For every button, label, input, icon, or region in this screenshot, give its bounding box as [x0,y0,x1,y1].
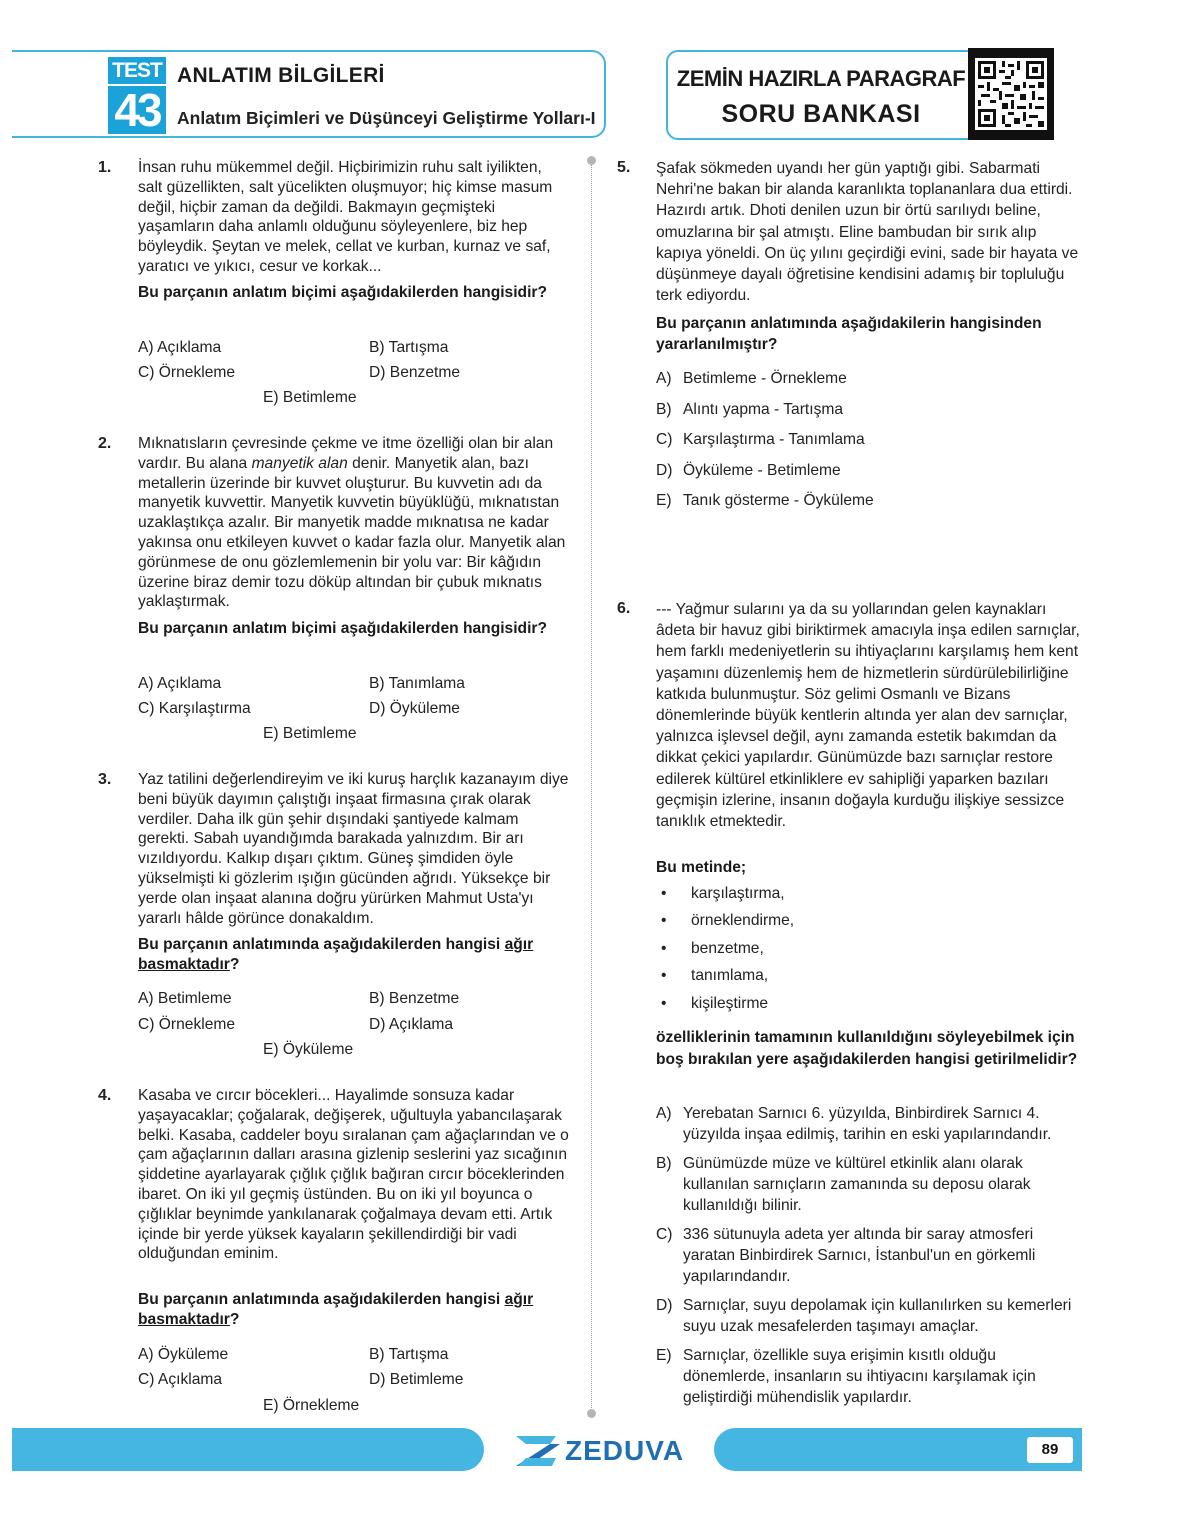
question-5-option-d[interactable] [656,460,1082,481]
question-3-option-e[interactable]: E) Öyküleme [263,1041,354,1058]
question-6-option-b[interactable] [656,1153,1082,1216]
question-6-stem-wrap [656,1027,1082,1070]
option-letter: D) [656,461,673,479]
question-1-option-c[interactable]: C) Örnekleme [138,364,236,381]
bullet-icon: • [661,912,667,929]
question-5-stem: Bu parçanın anlatımında aşağıdakilerin hangisinden yararlanılmıştır? [656,315,1042,353]
question-6-intro-wrap [656,858,1082,878]
question-4-stem-wrap [138,1290,570,1330]
qr-code-icon[interactable] [968,48,1054,140]
question-1-text: İnsan ruhu mükemmel değil. Hiçbirimizin ruhu salt iyilikten, salt güzellikten, salt yücelikten oluşmuyor; hiç kimse masum değil, hiçbir zaman da değildi. Bakmayın geçmişteki yaşamların daha anlamlı olduğunu söyleyenlere, biz hep böyleydik. Şeytan ve melek, cellat ve kurban, kurnaz ve saf, yaratıcı ve yıkıcı, cesur ve korkak... [138,159,553,275]
question-6-text: --- Yağmur sularını ya da su yollarından gelen kaynakları âdeta bir havuz gibi biriktirmek amacıyla inşa edilen sarnıçlar, hem farklı medeniyetlerin su ihtiyaçlarını karşılamış hem kent yaşamını düzenlemiş hem de hizmetlerin sürdürülebilirliğine katkıda bulunmuştur. Söz gelimi Osmanlı ve Bizans dönemlerinde büyük kentlerin altında yer alan dev sarnıçlar, yalnızca işlevsel değil, aynı zamanda estetik bakımdan da dikkat çekici yapılardır. Günümüzde bazı sarnıçlar restore edilerek kültürel etkinliklere ev sahipliği yaparken bazıları geçmişin izlerine, insanın doğayla kurduğu ilişkiye sessizce tanıklık etmektedir. [656,601,1080,831]
option-letter: D) [656,1297,673,1314]
question-4-option-e[interactable]: E) Örnekleme [263,1397,360,1414]
question-4-text: Kasaba ve cırcır böcekleri... Hayalimde sonsuza kadar yaşayacaklar; çoğalarak, değişerek, uğultuyla yabancılaşarak belki. Kasaba, caddeler boyu sıralanan çam ağaçlarından ve o çam ağaçlarının dalları arasına gizlenip seslerini yaz sıcağının şiddetine ayarlayarak çığlık çığlık bağıran cırcır böceklerinden ibaret. On iki yıl geçmiş üstünden. Bu on iki yıl boyunca o çığlıklar beynimde yankılanarak çoğalmaya devam etti. Artık içinde bir yerde yüksek kayaların şekillendirdiği bir vadi olduğundan eminim. [138,1087,569,1263]
test-label: TEST [108,57,166,84]
question-2 [138,434,570,612]
question-3 [138,770,570,928]
option-letter: A) [656,1105,672,1122]
question-4-stem-end: ? [229,1311,240,1328]
question-6-option-e[interactable] [656,1345,1082,1408]
question-1-stem-wrap [138,283,570,303]
bullet-icon: • [661,885,667,902]
question-4-stem [138,1290,570,1330]
question-5-option-c[interactable] [656,429,1082,450]
bullet-text: benzetme, [691,940,764,957]
question-3-stem-emphasis-2: basmaktadır [138,956,230,973]
bullet-icon: • [661,967,667,984]
question-3-text: Yaz tatilini değerlendireyim ve iki kuruş harçlık kazanayım diye beni büyük dayımın çalıştığı inşaat firmasına çırak olarak verdiler. Daha ilk gün şehir dışındaki şantiyede kalmam gerekti. Sabah uyandığımda barakada yalnızdım. Bir arı vızıldıyordu. Kalkıp dışarı çıktım. Güneş şimdiden öyle yükselmişti ki gözlerim ışığın gücünden ağrıdı. Yüksekçe bir yerde olan inşaat alanına doğru yürürken Mahmut Usta'yı yararlı hâlde görünce donakaldım. [138,771,569,927]
question-6-option-a[interactable] [656,1103,1082,1145]
question-2-number: 2. [98,435,112,452]
question-5-text: Şafak sökmeden uyandı her gün yaptığı gibi. Sabarmati Nehri'ne bakan bir alanda karanlıkta toplananlara dua ettirdi. Hazırdı artık. Dhoti denilen uzun bir örtü sarılıydı beline, omuzlarına bir şal atmıştı. Eline bambudan bir sırık alıp kapıya yöneldi. On üç yılını geçirdiği evini, sade bir hayata ve düşünmeye dayalı öğretisine kendisini adamış bir topluluğu terk ediyordu. [656,160,1079,305]
option-letter: C) [656,1226,673,1243]
question-2-term: manyetik alan [251,454,348,472]
option-text: Alıntı yapma - Tartışma [683,400,844,418]
question-2-option-d[interactable]: D) Öyküleme [369,700,460,717]
question-3-option-b[interactable]: B) Benzetme [369,990,460,1007]
question-5-option-e[interactable] [656,490,1082,511]
question-2-stem-wrap [138,619,570,639]
footer-bar-left [12,1428,484,1471]
question-2-text [138,434,570,612]
page-title: ANLATIM BİLGİLERİ [177,64,385,87]
brand-subtitle: SORU BANKASI [721,100,921,128]
question-2-option-a[interactable]: A) Açıklama [138,675,222,692]
option-letter: C) [656,431,673,448]
question-2-option-c[interactable]: C) Karşılaştırma [138,700,251,717]
question-6-bullet-4 [661,967,769,985]
test-badge [108,57,166,136]
bullet-icon: • [661,995,667,1012]
page-subtitle: Anlatım Biçimleri ve Düşünceyi Geliştirme Yolları-I [177,108,596,128]
question-6-intro: Bu metinde; [656,859,747,876]
question-6-bullet-5 [661,995,769,1013]
question-3-number: 3. [98,771,112,788]
bullet-text: örneklendirme, [691,912,795,929]
option-letter: E) [656,492,672,509]
bullet-text: tanımlama, [691,967,769,984]
question-4-number: 4. [98,1087,112,1104]
option-letter: B) [656,400,672,418]
question-6-option-c[interactable] [656,1224,1082,1287]
option-text: Betimleme - Örnekleme [683,370,847,387]
question-5-option-b[interactable] [656,399,1082,420]
option-text: Sarnıçlar, suyu depolamak için kullanılırken su kemerleri suyu uzak mesafelerden taşımayı amaçlar. [683,1297,1072,1335]
question-2-text-part2: denir. Manyetik alan, bazı metallerin üzerinde bir kuvvet oluşturur. Bu kuvvetin adı da manyetik kuvvettir. Manyetik kuvvetin büyüklüğü, mıknatıstan uzaklaştıkça azalır. Bir manyetik madde mıknatısa ne kadar yakınsa onu etkileyen kuvvet o kadar fazla olur. Manyetik alan görünmese de onu gözlemlemenin bir yolu var: Bir kâğıdın üzerine biraz demir tozu döküp altından bir çubuk mıknatıs yaklaştırmak. [138,454,566,611]
question-6-options [656,1103,1082,1408]
question-2-option-b[interactable]: B) Tanımlama [369,675,465,692]
question-1-stem: Bu parçanın anlatım biçimi aşağıdakilerden hangisidir? [138,284,548,301]
question-3-stem-end: ? [229,956,240,973]
question-1-option-b[interactable]: B) Tartışma [369,339,449,356]
question-5-options [656,368,1082,511]
question-6-option-d[interactable] [656,1295,1082,1337]
question-4 [138,1086,570,1264]
option-text: Sarnıçlar, özellikle suya erişimin kısıtlı olduğu dönemlerde, insanların su ihtiyacını karşılamak için geliştirdiği mühendislik yapılardır. [683,1347,1036,1406]
bullet-text: karşılaştırma, [691,885,785,902]
bullet-icon: • [661,940,667,957]
option-text: Karşılaştırma - Tanımlama [683,431,865,448]
question-6-stem: özelliklerinin tamamının kullanıldığını söyleyebilmek için boş bırakılan yere aşağıdakilerden hangisi getirilmelidir? [656,1029,1078,1068]
question-3-option-a[interactable]: A) Betimleme [138,990,232,1007]
question-3-option-d[interactable]: D) Açıklama [369,1016,454,1033]
question-4-stem-text: Bu parçanın anlatımında aşağıdakilerden hangisi [138,1291,505,1308]
question-5-option-a[interactable] [656,368,1082,389]
question-1-option-e[interactable]: E) Betimleme [263,389,357,406]
question-1-number: 1. [98,159,112,176]
question-2-option-e[interactable]: E) Betimleme [263,725,357,742]
question-3-stem-text: Bu parçanın anlatımında aşağıdakilerden hangisi [138,936,505,953]
question-4-option-a[interactable]: A) Öyküleme [138,1346,229,1363]
divider-dot-bottom [587,1409,596,1418]
question-4-option-b[interactable]: B) Tartışma [369,1346,449,1363]
option-text: Yerebatan Sarnıcı 6. yüzyılda, Binbirdirek Sarnıcı 4. yüzyılda inşaa edilmiş, tarihin en eski yapılarındandır. [683,1105,1052,1143]
question-3-option-c[interactable]: C) Örnekleme [138,1016,236,1033]
test-number: 43 [108,86,166,134]
question-4-stem-emphasis-2: basmaktadır [138,1311,230,1328]
question-4-option-d[interactable]: D) Betimleme [369,1371,464,1388]
option-text: 336 sütunuyla adeta yer altında bir saray atmosferi yaratan Binbirdirek Sarnıcı, İstanbul'un en görkemli yapılarındandır. [683,1226,1036,1285]
question-6 [656,599,1082,832]
option-letter: B) [656,1155,672,1172]
option-letter: A) [656,370,672,387]
option-text: Tanık gösterme - Öyküleme [683,492,874,509]
page-number: 89 [1027,1437,1073,1463]
question-5-stem-wrap [656,313,1082,355]
question-1-option-a[interactable]: A) Açıklama [138,339,222,356]
question-6-bullet-2 [661,912,795,930]
logo-text: ZEDUVA [565,1435,685,1466]
question-6-bullet-3 [661,940,764,958]
question-3-stem [138,935,570,975]
question-4-option-c[interactable]: C) Açıklama [138,1371,223,1388]
option-text: Öyküleme - Betimleme [683,461,841,479]
column-divider [591,158,592,1414]
question-3-stem-wrap [138,935,570,975]
option-text: Günümüzde müze ve kültürel etkinlik alanı olarak kullanılan sarnıçların zamanında su deposu olarak kullanıldığı bilinir. [683,1155,1031,1214]
bullet-text: kişileştirme [691,995,769,1012]
divider-dot-top [587,156,596,165]
question-1 [138,158,570,277]
question-3-stem-emphasis-1: ağır [504,936,534,953]
brand-title: ZEMİN HAZIRLA PARAGRAF [676,66,966,91]
question-1-option-d[interactable]: D) Benzetme [369,364,460,381]
question-5 [656,158,1082,306]
question-6-number: 6. [617,600,631,617]
option-letter: E) [656,1347,672,1364]
question-6-bullet-1 [661,885,785,903]
question-2-text-part1: Mıknatısların çevresinde çekme ve itme özelliği olan bir alan vardır. Bu alana [138,435,554,472]
question-4-stem-emphasis-1: ağır [504,1291,534,1308]
question-5-number: 5. [617,159,631,176]
question-2-stem: Bu parçanın anlatım biçimi aşağıdakilerden hangisidir? [138,620,548,637]
